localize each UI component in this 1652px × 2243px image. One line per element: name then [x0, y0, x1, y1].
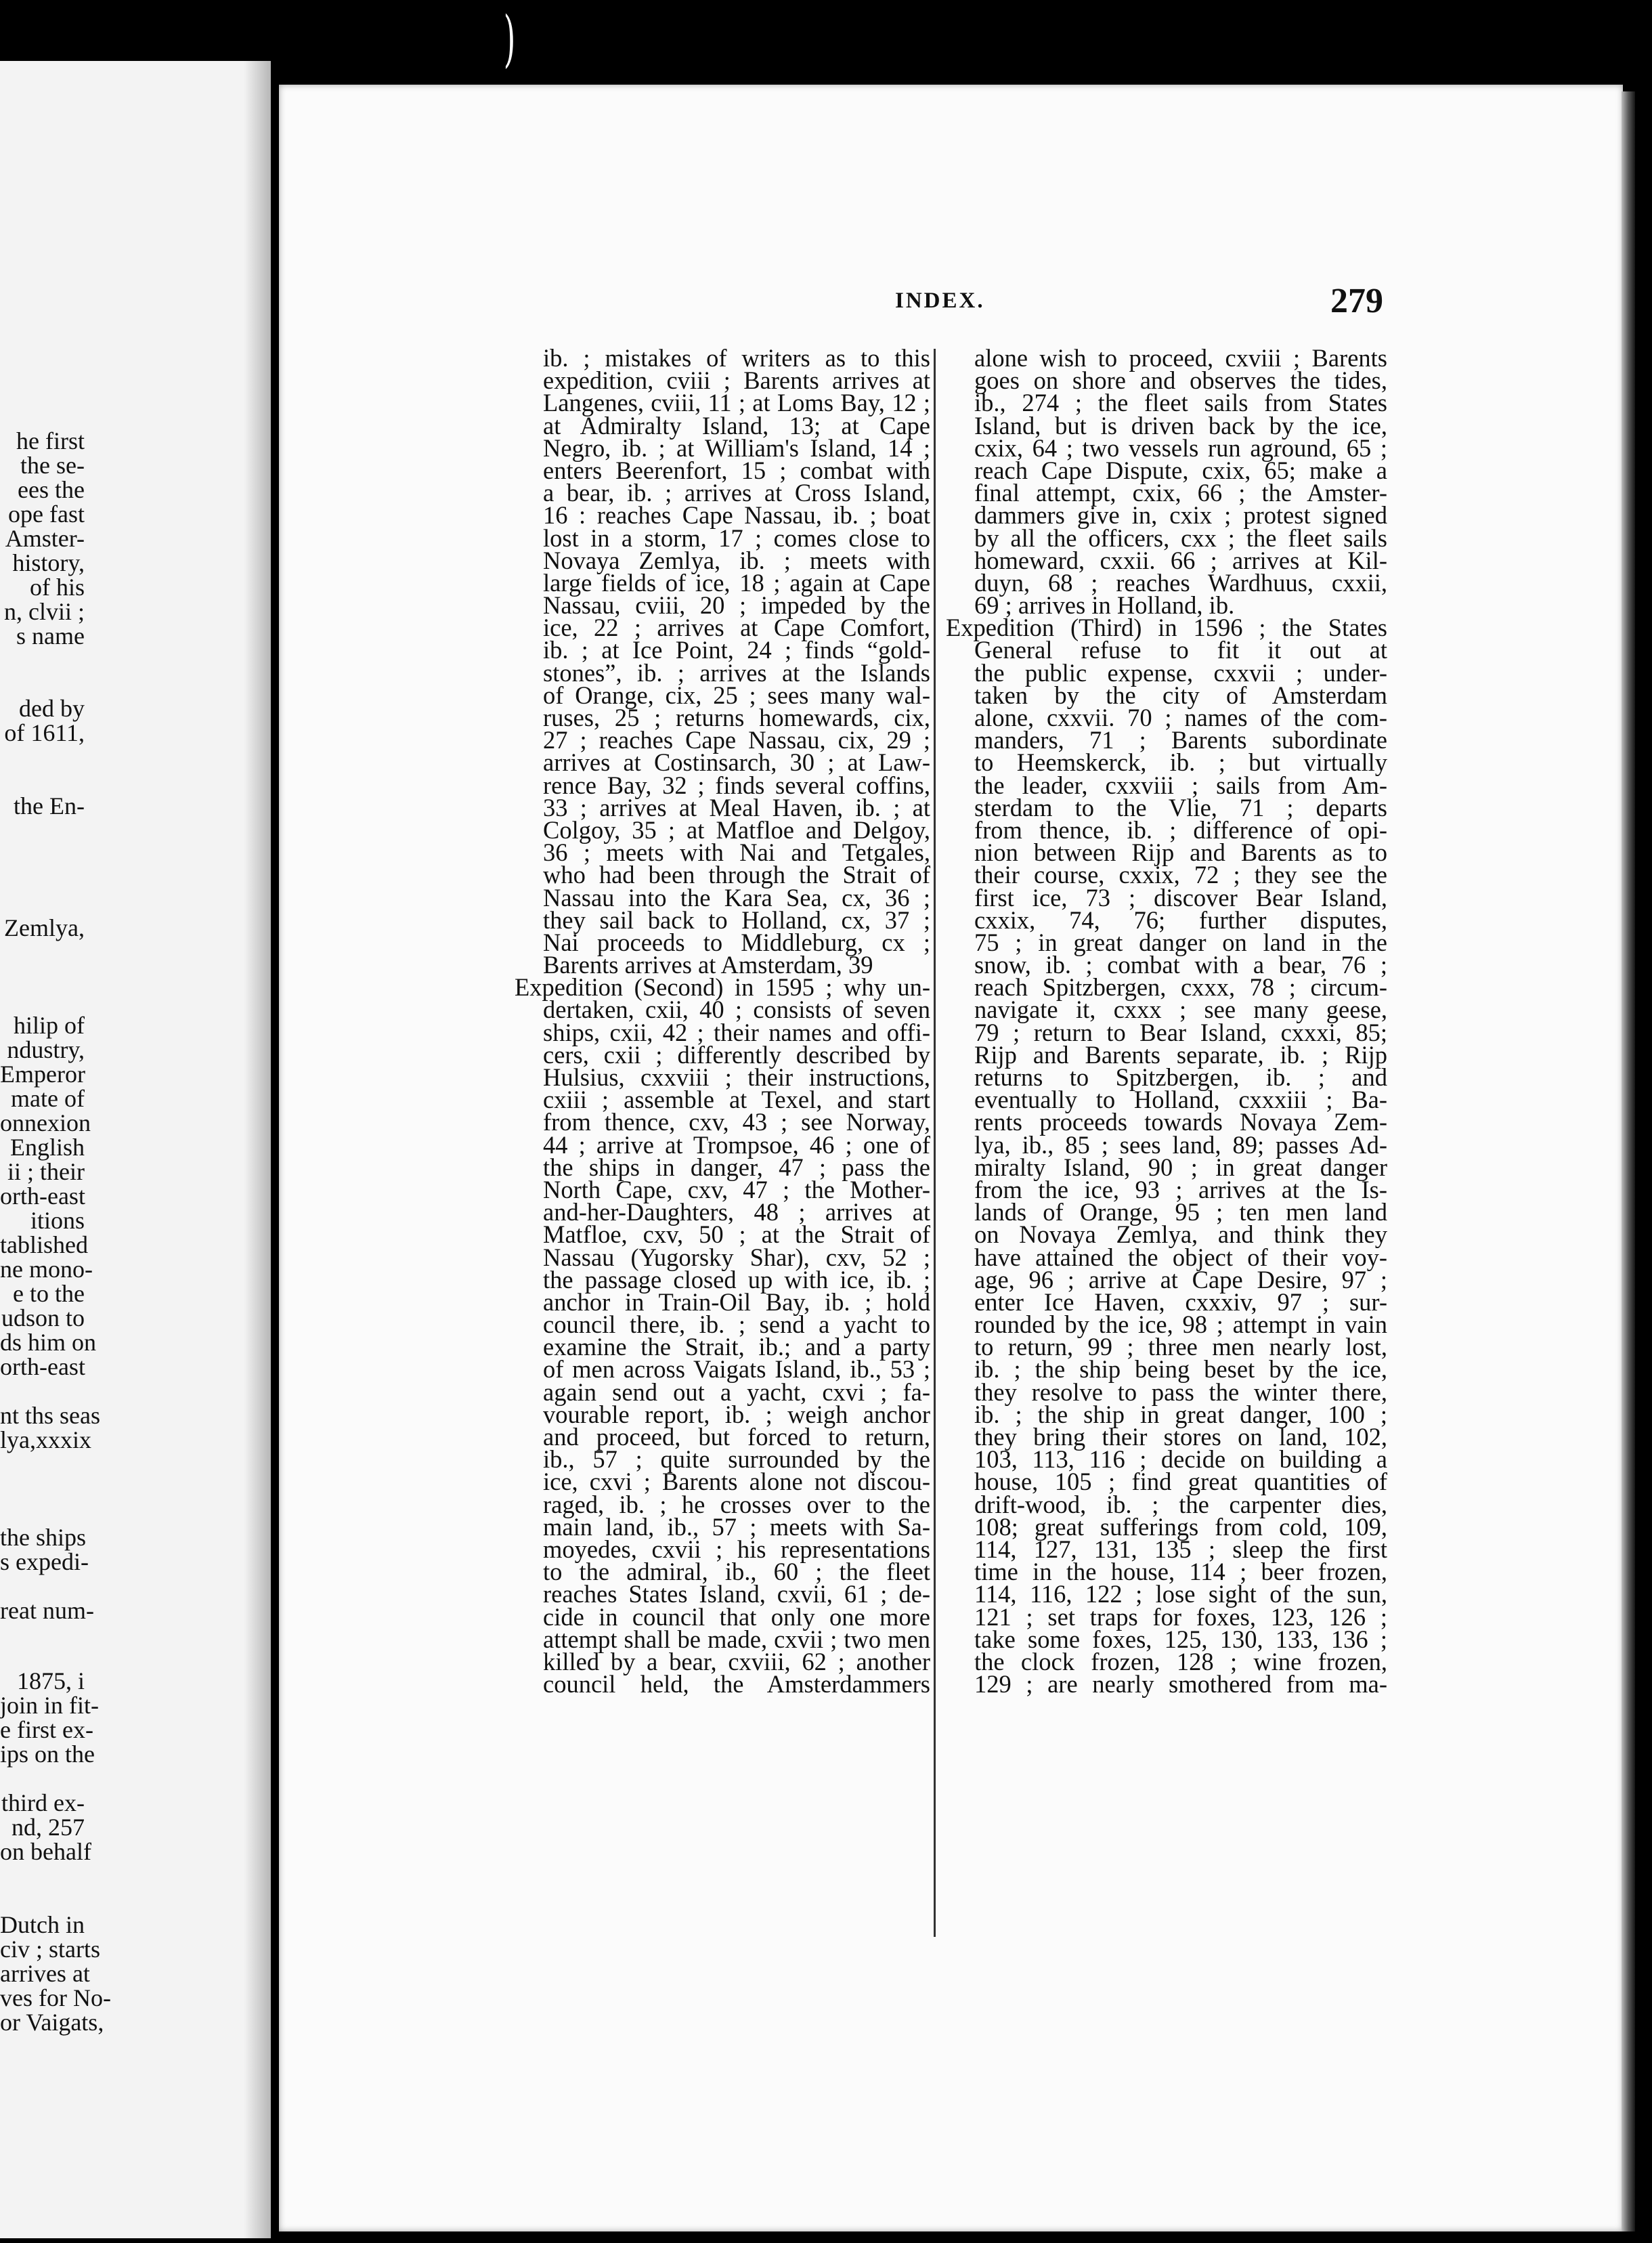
- previous-page-line: third ex-: [1, 1789, 85, 1816]
- index-line: ice, 22 ; arrives at Cape Comfort,: [543, 614, 930, 642]
- index-line: expedition, cviii ; Barents arrives at: [543, 366, 930, 395]
- index-line: ice, cxvi ; Barents alone not discou-: [543, 1468, 930, 1496]
- index-line: homeward, cxxii. 66 ; arrives at Kil-: [974, 546, 1387, 574]
- index-line: have attained the object of their voy-: [974, 1243, 1387, 1271]
- previous-page-line: of his: [30, 574, 85, 601]
- index-line: alone wish to proceed, cxviii ; Barents: [974, 344, 1387, 372]
- previous-page-line: itions: [30, 1207, 85, 1234]
- index-line: cide in council that only one more: [543, 1602, 930, 1631]
- index-line: they sail back to Holland, cx, 37 ;: [543, 905, 930, 934]
- index-line: cxix, 64 ; two vessels run aground, 65 ;: [974, 433, 1387, 462]
- index-line: 114, 116, 122 ; lose sight of the sun,: [974, 1580, 1387, 1608]
- index-line: age, 96 ; arrive at Cape Desire, 97 ;: [974, 1265, 1387, 1294]
- previous-page-line: e first ex-: [0, 1716, 93, 1743]
- previous-page-line: e to the: [13, 1280, 85, 1307]
- index-line: rents proceeds towards Novaya Zem-: [974, 1108, 1387, 1136]
- previous-page-line: 1875, i: [16, 1667, 85, 1694]
- index-line: of men across Vaigats Island, ib., 53 ;: [543, 1355, 930, 1384]
- previous-page-line: ips on the: [0, 1740, 95, 1768]
- index-line: anchor in Train-Oil Bay, ib. ; hold: [543, 1287, 930, 1316]
- index-line: 121 ; set traps for foxes, 123, 126 ;: [974, 1602, 1387, 1631]
- index-column-right: [946, 344, 1387, 1699]
- index-line: duyn, 68 ; reaches Wardhuus, cxxii,: [974, 568, 1387, 597]
- previous-page-line: ope fast: [8, 500, 85, 528]
- index-line: lost in a storm, 17 ; comes close to: [543, 524, 930, 552]
- index-line: take some foxes, 125, 130, 133, 136 ;: [974, 1625, 1387, 1653]
- index-line: the leader, cxxviii ; sails from Am-: [974, 771, 1387, 799]
- column-divider: [934, 349, 936, 1937]
- index-line: they bring their stores on land, 102,: [974, 1423, 1387, 1451]
- index-line: house, 105 ; find great quantities of: [974, 1468, 1387, 1496]
- index-line: stones”, ib. ; arrives at the Islands: [543, 658, 930, 687]
- index-line: reach Cape Dispute, cxix, 65; make a: [974, 456, 1387, 484]
- index-line: reaches States Island, cxvii, 61 ; de-: [543, 1580, 930, 1608]
- scan-artifact-mark: ): [503, 3, 516, 74]
- index-line: drift-wood, ib. ; the carpenter dies,: [974, 1490, 1387, 1518]
- index-line: ib., 57 ; quite surrounded by the: [543, 1445, 930, 1474]
- previous-page-line: reat num-: [0, 1597, 94, 1624]
- index-line: the ships in danger, 47 ; pass the: [543, 1153, 930, 1181]
- index-line: from the ice, 93 ; arrives at the Is-: [974, 1175, 1387, 1203]
- index-line: ib. ; at Ice Point, 24 ; finds “gold-: [543, 636, 930, 664]
- index-line: ruses, 25 ; returns homewards, cix,: [543, 704, 930, 731]
- previous-page-line: nt ths seas: [0, 1402, 100, 1429]
- index-line: the clock frozen, 128 ; wine frozen,: [974, 1647, 1387, 1675]
- index-line: North Cape, cxv, 47 ; the Mother-: [543, 1175, 930, 1203]
- index-line: 108; great sufferings from cold, 109,: [974, 1512, 1387, 1541]
- index-line: Expedition (Third) in 1596 ; the States: [946, 614, 1387, 642]
- index-line: lya, ib., 85 ; sees land, 89; passes Ad-: [974, 1130, 1387, 1159]
- previous-page-line: ees the: [18, 476, 85, 503]
- index-line: vourable report, ib. ; weigh anchor: [543, 1400, 930, 1428]
- index-line: Nassau, cviii, 20 ; impeded by the: [543, 591, 930, 620]
- previous-page-line: lya,xxxix: [0, 1426, 91, 1453]
- index-line: ships, cxii, 42 ; their names and offi-: [543, 1018, 930, 1046]
- index-line: cxiii ; assemble at Texel, and start: [543, 1086, 930, 1114]
- previous-page-line: hilip of: [14, 1012, 85, 1039]
- index-line: Nassau (Yugorsky Shar), cxv, 52 ;: [543, 1243, 930, 1271]
- index-line: first ice, 73 ; discover Bear Island,: [974, 883, 1387, 912]
- index-line: dammers give in, cxix ; protest signed: [974, 501, 1387, 530]
- index-line: 79 ; return to Bear Island, cxxxi, 85;: [974, 1018, 1387, 1046]
- previous-page-line: the se-: [20, 452, 85, 479]
- index-line: Langenes, cviii, 11 ; at Loms Bay, 12 ;: [543, 389, 930, 417]
- index-line: rounded by the ice, 98 ; attempt in vain: [974, 1310, 1387, 1339]
- index-line: Barents arrives at Amsterdam, 39: [543, 951, 873, 979]
- previous-page-line: on behalf: [0, 1838, 91, 1865]
- previous-page-line: ded by: [19, 695, 85, 722]
- index-line: the passage closed up with ice, ib. ;: [543, 1265, 930, 1294]
- previous-page-line: ves for No-: [0, 1984, 111, 2011]
- index-line: ib., 274 ; the fleet sails from States: [974, 389, 1387, 417]
- index-line: nion between Rijp and Barents as to: [974, 838, 1387, 867]
- index-line: 27 ; reaches Cape Nassau, cix, 29 ;: [543, 726, 930, 754]
- index-line: Matfloe, cxv, 50 ; at the Strait of: [543, 1220, 930, 1249]
- index-line: by all the officers, cxx ; the fleet sails: [974, 524, 1387, 552]
- index-line: goes on shore and observes the tides,: [974, 366, 1387, 395]
- previous-page-line: English: [9, 1134, 85, 1161]
- index-line: Island, but is driven back by the ice,: [974, 411, 1387, 440]
- index-line: and proceed, but forced to return,: [543, 1423, 930, 1451]
- index-line: final attempt, cxix, 66 ; the Amster-: [974, 479, 1387, 507]
- previous-page-line: civ ; starts: [0, 1936, 100, 1963]
- index-line: of Orange, cix, 25 ; sees many wal-: [543, 681, 930, 709]
- index-line: 36 ; meets with Nai and Tetgales,: [543, 838, 930, 867]
- index-line: eventually to Holland, cxxxiii ; Ba-: [974, 1086, 1387, 1114]
- index-line: cxxix, 74, 76; further disputes,: [974, 905, 1387, 934]
- index-line: time in the house, 114 ; beer frozen,: [974, 1558, 1387, 1586]
- index-line: ib. ; the ship in great danger, 100 ;: [974, 1400, 1387, 1428]
- index-line: 75 ; in great danger on land in the: [974, 928, 1387, 956]
- page-edge: [1622, 91, 1635, 2231]
- previous-page-line: of 1611,: [4, 719, 85, 746]
- index-line: to Heemskerck, ib. ; but virtually: [974, 748, 1387, 777]
- previous-page-line: onnexion: [0, 1109, 91, 1136]
- index-line: taken by the city of Amsterdam: [974, 681, 1387, 709]
- index-line: the public expense, cxxvii ; under-: [974, 658, 1387, 687]
- previous-page-line: or Vaigats,: [0, 2009, 104, 2036]
- previous-page-line: tablished: [0, 1231, 88, 1258]
- index-line: enter Ice Haven, cxxxiv, 97 ; sur-: [974, 1287, 1387, 1316]
- index-line: killed by a bear, cxviii, 62 ; another: [543, 1647, 930, 1675]
- index-line: 114, 127, 131, 135 ; sleep the first: [974, 1535, 1387, 1563]
- index-line: enters Beerenfort, 15 ; combat with: [543, 456, 930, 484]
- previous-page-line: join in fit-: [0, 1692, 99, 1719]
- index-line: to return, 99 ; three men nearly lost,: [974, 1333, 1387, 1361]
- index-line: 33 ; arrives at Meal Haven, ib. ; at: [543, 793, 930, 821]
- index-line: Nassau into the Kara Sea, cx, 36 ;: [543, 883, 930, 912]
- previous-page-line: arrives at: [0, 1960, 90, 1987]
- running-header-title: INDEX.: [895, 289, 985, 313]
- index-line: arrives at Costinsarch, 30 ; at Law-: [543, 748, 930, 777]
- index-line: examine the Strait, ib.; and a party: [543, 1333, 930, 1361]
- index-line: alone, cxxvii. 70 ; names of the com-: [974, 704, 1387, 732]
- index-line: reach Spitzbergen, cxxx, 78 ; circum-: [974, 973, 1387, 1002]
- index-line: sterdam to the Vlie, 71 ; departs: [974, 793, 1387, 821]
- index-line: to the admiral, ib., 60 ; the fleet: [543, 1558, 930, 1586]
- index-line: snow, ib. ; combat with a bear, 76 ;: [974, 951, 1387, 979]
- index-line: from thence, cxv, 43 ; see Norway,: [543, 1108, 930, 1136]
- index-line: Colgoy, 35 ; at Matfloe and Delgoy,: [543, 815, 930, 844]
- index-line: 69 ; arrives in Holland, ib.: [974, 591, 1235, 620]
- index-line: 129 ; are nearly smothered from ma-: [974, 1670, 1387, 1699]
- index-line: 103, 113, 116 ; decide on building a: [974, 1445, 1387, 1474]
- previous-page-line: orth-east: [0, 1353, 85, 1380]
- index-line: lands of Orange, 95 ; ten men land: [974, 1198, 1387, 1226]
- index-line: attempt shall be made, cxvii ; two men: [543, 1625, 930, 1653]
- previous-page-line: ne mono-: [0, 1256, 93, 1283]
- index-line: main land, ib., 57 ; meets with Sa-: [543, 1512, 930, 1541]
- index-line: Negro, ib. ; at William's Island, 14 ;: [543, 433, 930, 462]
- index-line: General refuse to fit it out at: [974, 636, 1387, 664]
- index-line: at Admiralty Island, 13; at Cape: [543, 411, 930, 440]
- index-line: raged, ib. ; he crosses over to the: [543, 1490, 930, 1518]
- index-line: Expedition (Second) in 1595 ; why un-: [515, 973, 930, 1002]
- index-line: rence Bay, 32 ; finds several coffins,: [543, 771, 930, 799]
- previous-page-line: ndustry,: [7, 1036, 85, 1063]
- index-line: their course, cxxix, 72 ; they see the: [974, 861, 1387, 889]
- page-number: 279: [1330, 282, 1383, 320]
- page-gutter-shadow: [244, 61, 271, 2238]
- index-line: Nai proceeds to Middleburg, cx ;: [543, 928, 930, 956]
- previous-page-line: s expedi-: [0, 1548, 89, 1575]
- index-line: who had been through the Strait of: [543, 861, 930, 889]
- previous-page-line: Amster-: [5, 525, 85, 552]
- previous-page-line: mate of: [11, 1085, 85, 1112]
- previous-page-line: history,: [12, 549, 85, 576]
- previous-page-line: the ships: [0, 1524, 87, 1551]
- previous-page-line: nd, 257: [12, 1814, 85, 1841]
- index-line: dertaken, cxii, 40 ; consists of seven: [543, 996, 930, 1024]
- previous-page: [0, 61, 271, 2238]
- index-column-left: [515, 344, 930, 1699]
- index-line: they resolve to pass the winter there,: [974, 1377, 1387, 1406]
- index-line: manders, 71 ; Barents subordinate: [974, 726, 1387, 754]
- index-line: large fields of ice, 18 ; again at Cape: [543, 568, 930, 597]
- previous-page-line: udson to: [1, 1304, 85, 1331]
- index-line: and-her-Daughters, 48 ; arrives at: [543, 1198, 930, 1226]
- index-line: ib. ; the ship being beset by the ice,: [974, 1355, 1387, 1384]
- previous-page-line: s name: [16, 622, 85, 649]
- index-line: 44 ; arrive at Trompsoe, 46 ; one of: [543, 1130, 930, 1159]
- index-line: again send out a yacht, cxvi ; fa-: [543, 1377, 930, 1406]
- index-line: Rijp and Barents separate, ib. ; Rijp: [974, 1040, 1387, 1069]
- previous-page-line: the En-: [14, 792, 85, 819]
- index-line: moyedes, cxvii ; his representations: [543, 1535, 930, 1563]
- index-line: 16 : reaches Cape Nassau, ib. ; boat: [543, 501, 930, 530]
- index-line: cers, cxii ; differently described by: [543, 1040, 930, 1069]
- index-line: a bear, ib. ; arrives at Cross Island,: [543, 479, 930, 507]
- previous-page-line: he first: [16, 427, 85, 454]
- previous-page-line: ds him on: [0, 1329, 97, 1356]
- index-line: council there, ib. ; send a yacht to: [543, 1310, 930, 1339]
- index-line: navigate it, cxxx ; see many geese,: [974, 996, 1387, 1024]
- index-line: Novaya Zemlya, ib. ; meets with: [543, 546, 930, 574]
- previous-page-line: ii ; their: [7, 1158, 85, 1185]
- index-line: returns to Spitzbergen, ib. ; and: [974, 1063, 1387, 1092]
- index-line: ib. ; mistakes of writers as to this: [543, 344, 930, 372]
- index-line: on Novaya Zemlya, and think they: [974, 1220, 1387, 1249]
- index-line: miralty Island, 90 ; in great danger: [974, 1153, 1387, 1181]
- previous-page-line: Zemlya,: [4, 914, 85, 941]
- previous-page-line: orth-east: [0, 1182, 85, 1210]
- previous-page-line: Emperor: [0, 1061, 85, 1088]
- index-line: from thence, ib. ; difference of opi-: [974, 815, 1387, 844]
- previous-page-line: n, clvii ;: [4, 598, 85, 625]
- index-line: Hulsius, cxxviii ; their instructions,: [543, 1063, 930, 1092]
- previous-page-line: Dutch in: [0, 1911, 85, 1938]
- index-line: council held, the Amsterdammers: [543, 1670, 930, 1699]
